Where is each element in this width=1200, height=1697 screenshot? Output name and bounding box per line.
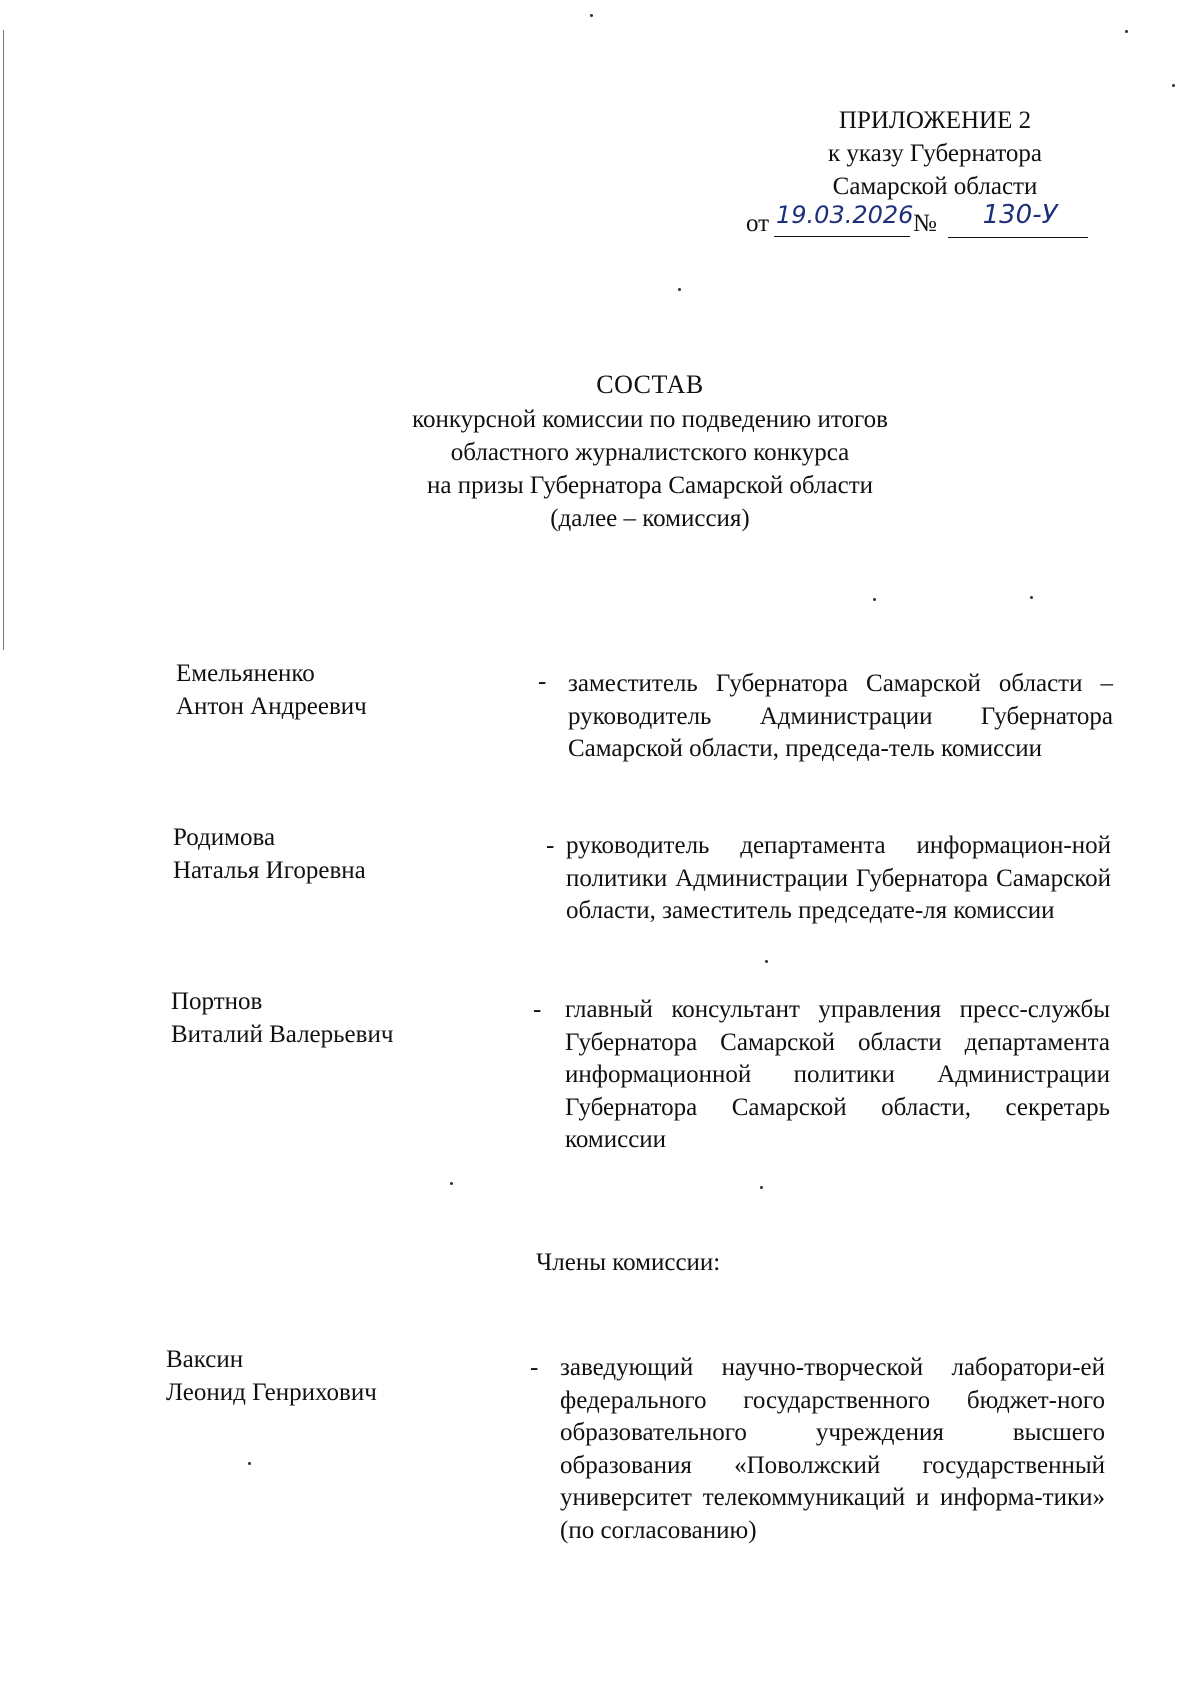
- subtitle-line: конкурсной комиссии по подведению итогов: [412, 406, 888, 433]
- member-surname: Родимова: [173, 824, 276, 851]
- member-name: [173, 822, 503, 887]
- scan-speck: [1172, 84, 1175, 87]
- scan-speck: [450, 1182, 453, 1185]
- members-heading: Члены комиссии:: [536, 1249, 721, 1276]
- subtitle-line: областного журналистского конкурса: [450, 439, 850, 466]
- member-given-names: Антон Андреевич: [176, 692, 367, 720]
- number-sign: №: [913, 210, 937, 237]
- member-role: заместитель Губернатора Самарской области – руководитель Администрации Губернатора Самарской области, председа-тель комиссии: [568, 670, 1113, 762]
- scan-speck: [765, 960, 768, 963]
- scan-speck: [1125, 30, 1128, 33]
- member-dash: -: [530, 1354, 539, 1381]
- scan-edge-line: [3, 30, 4, 650]
- document-heading: СОСТАВ: [596, 370, 704, 399]
- appendix-title: ПРИЛОЖЕНИЕ 2: [838, 107, 1032, 134]
- member-dash: -: [538, 668, 547, 695]
- document-title-block: [300, 368, 1000, 535]
- member-role: заведующий научно-творческой лаборатори-ей федерального государственного бюджет-ного образовательного учреждения высшего образования «Поволжский государственный университет телекоммуникаций и информа-тики» (по согласованию): [560, 1354, 1105, 1544]
- member-dash: -: [546, 832, 555, 859]
- appendix-line-decree: к указу Губернатора: [827, 140, 1043, 167]
- scan-speck: [873, 598, 876, 601]
- member-role: руководитель департамента информацион-ной политики Администрации Губернатора Самарской области, заместитель председате-ля комиссии: [566, 832, 1111, 924]
- member-surname: Портнов: [171, 988, 263, 1015]
- member-name: [166, 1344, 496, 1409]
- member-role: главный консультант управления пресс-службы Губернатора Самарской области департамента информационной политики Администрации Губернатора Самарской области, секретарь комиссии: [565, 996, 1110, 1153]
- member-given-names: Наталья Игоревна: [173, 856, 366, 884]
- member-dash: -: [533, 996, 542, 1023]
- number-underline: [948, 237, 1088, 238]
- date-prefix: от: [746, 210, 770, 237]
- member-name: [171, 986, 501, 1051]
- subtitle-line: (далее – комиссия): [550, 505, 750, 532]
- decree-reference: [700, 200, 1170, 243]
- date-underline: [774, 236, 910, 237]
- appendix-line-region: Самарской области: [832, 173, 1038, 200]
- appendix-block: [700, 104, 1170, 243]
- decree-number: 130-У: [982, 200, 1058, 230]
- member-surname: Емельяненко: [176, 660, 315, 687]
- subtitle-line: на призы Губернатора Самарской области: [426, 472, 874, 499]
- member-given-names: Леонид Генрихович: [166, 1378, 377, 1406]
- decree-date: 19.03.2026: [776, 201, 914, 229]
- scan-speck: [760, 1186, 763, 1189]
- scan-speck: [678, 288, 681, 291]
- scan-speck: [1030, 596, 1033, 599]
- scan-speck: [248, 1462, 251, 1465]
- member-surname: Ваксин: [166, 1346, 244, 1373]
- scan-speck: [590, 14, 593, 17]
- member-name: [176, 658, 506, 723]
- member-given-names: Виталий Валерьевич: [171, 1020, 394, 1048]
